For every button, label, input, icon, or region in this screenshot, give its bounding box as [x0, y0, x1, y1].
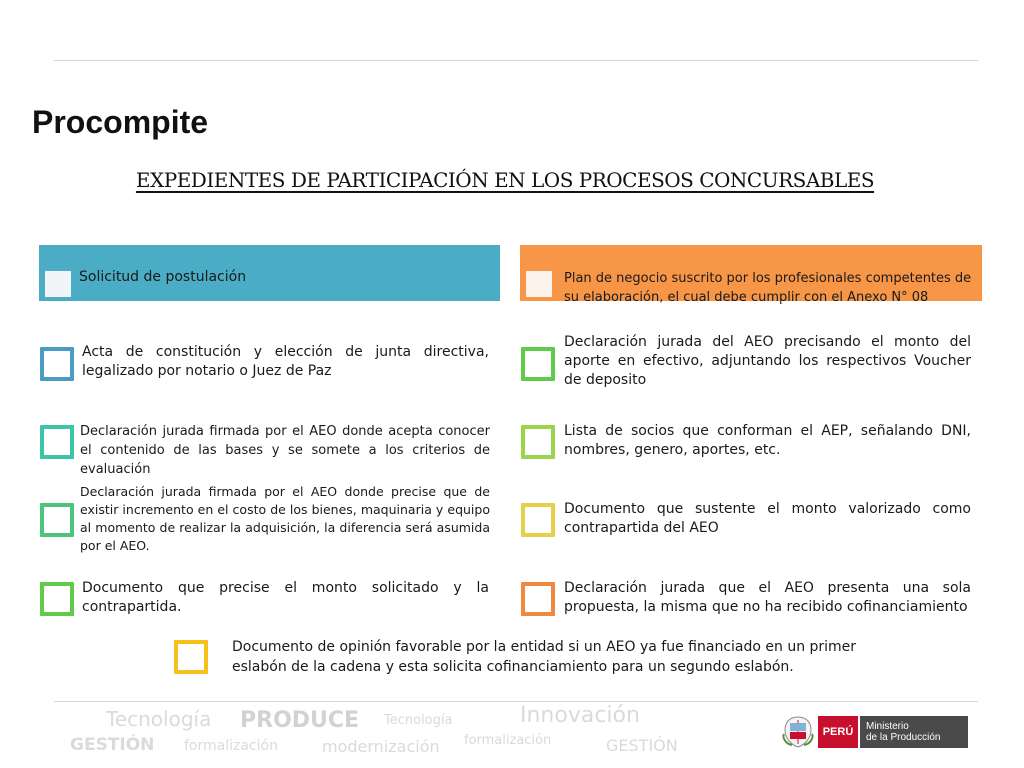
right-item-1: Declaración jurada del AEO precisando el monto del aporte en efectivo, adjuntando los respectivos Voucher de deposito	[564, 334, 971, 388]
top-rule	[54, 60, 978, 61]
left-item-4: Documento que precise el monto solicitado y la contrapartida.	[82, 580, 489, 615]
footer-watermark-word: GESTIÓN	[70, 735, 155, 755]
left-header-banner	[39, 245, 500, 301]
footer-watermark-word: formalización	[464, 733, 552, 748]
left-header-checkbox-icon	[41, 267, 75, 301]
checkbox-icon	[40, 425, 74, 459]
right-header-checkbox-icon	[522, 267, 556, 301]
checkbox-icon	[521, 582, 555, 616]
footer-watermark-word: Tecnología	[106, 707, 212, 731]
right-item-3: Documento que sustente el monto valorizado como contrapartida del AEO	[564, 501, 971, 536]
right-header-banner	[520, 245, 982, 305]
ministry-line-1: Ministerio	[866, 721, 909, 732]
checkbox-icon	[40, 503, 74, 537]
right-header-label: Plan de negocio suscrito por los profesionales competentes de su elaboración, el cual debe cumplir con el Anexo N° 08	[564, 271, 972, 305]
ministry-line-2: de la Producción	[866, 732, 941, 743]
section-subtitle: EXPEDIENTES DE PARTICIPACIÓN EN LOS PROCESOS CONCURSABLES	[135, 168, 875, 192]
footer-watermark-word: GESTIÓN	[606, 736, 678, 755]
checkbox-icon	[174, 640, 208, 674]
checkbox-icon	[521, 425, 555, 459]
page-title: Procompite	[32, 104, 209, 140]
footer-watermark-word: modernización	[322, 737, 440, 756]
bottom-item: Documento de opinión favorable por la entidad si un AEO ya fue financiado en un primer eslabón de la cadena y esta solicita cofinanciamiento para un segundo eslabón.	[232, 639, 857, 675]
checkbox-icon	[521, 347, 555, 381]
left-item-1: Acta de constitución y elección de junta directiva, legalizado por notario o Juez de Paz	[82, 344, 489, 379]
checkbox-icon	[521, 503, 555, 537]
footer-watermark-word: formalización	[184, 738, 278, 754]
footer-watermark-word: Innovación	[520, 703, 640, 728]
ministry-logo	[780, 712, 970, 752]
checkbox-icon	[40, 582, 74, 616]
peru-label: PERÚ	[818, 716, 858, 748]
checkbox-icon	[40, 347, 74, 381]
left-item-2: Declaración jurada firmada por el AEO donde acepta conocer el contenido de las bases y se somete a los criterios de evaluación	[80, 424, 490, 477]
left-item-3: Declaración jurada firmada por el AEO donde precise que de existir incremento en el costo de los bienes, maquinaria y equipo al momento de realizar la adquisición, la diferencia será asumida por el AEO.	[80, 484, 490, 553]
ministry-label	[860, 716, 968, 748]
right-item-4: Declaración jurada que el AEO presenta una sola propuesta, la misma que no ha recibido cofinanciamiento	[564, 580, 971, 615]
footer-watermark-word: Tecnología	[384, 713, 453, 728]
left-header-label: Solicitud de postulación	[79, 269, 247, 285]
footer-watermark-word: PRODUCE	[240, 708, 360, 733]
footer-rule	[54, 701, 978, 702]
right-item-2: Lista de socios que conforman el AEP, señalando DNI, nombres, genero, aportes, etc.	[564, 423, 971, 458]
coat-of-arms-icon	[780, 714, 816, 750]
